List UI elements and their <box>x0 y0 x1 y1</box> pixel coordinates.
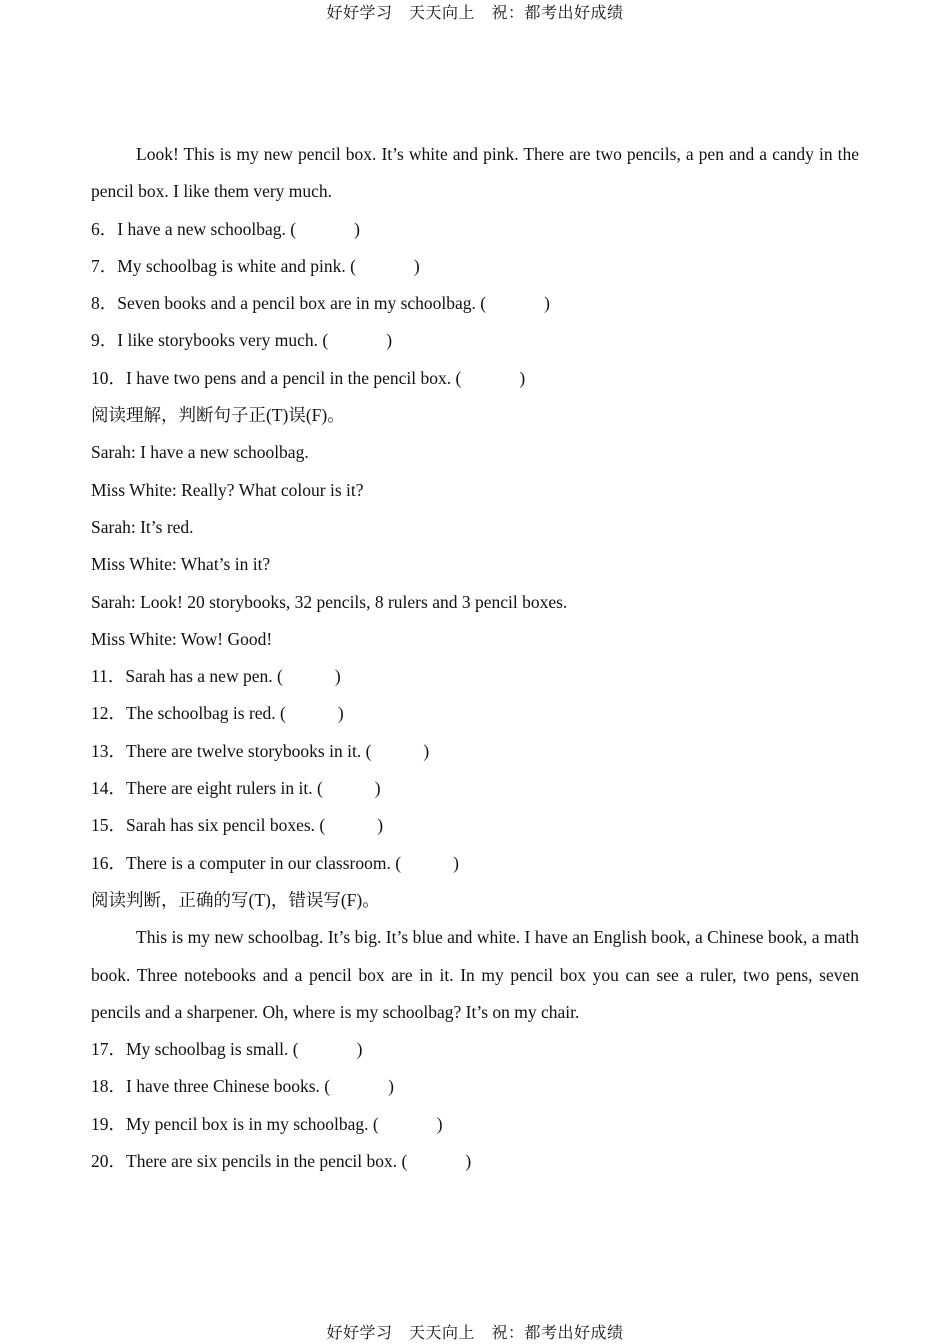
question-13 <box>91 733 859 770</box>
question-number: 18． <box>91 1076 126 1097</box>
question-close: ) <box>354 218 360 239</box>
question-number: 20． <box>91 1151 126 1172</box>
question-text: There are twelve storybooks in it. ( <box>126 740 372 761</box>
question-8 <box>91 285 859 322</box>
question-number: 14． <box>91 778 126 799</box>
question-text: There are eight rulers in it. ( <box>126 778 323 799</box>
question-close: ) <box>453 852 459 873</box>
question-12 <box>91 695 859 732</box>
question-close: ) <box>423 740 430 761</box>
question-close: ) <box>519 367 526 388</box>
question-text: I like storybooks very much. ( <box>117 330 329 351</box>
question-number: 15． <box>91 815 126 836</box>
question-text: There is a computer in our classroom. ( <box>126 852 402 873</box>
question-close: ) <box>386 330 393 351</box>
question-20 <box>91 1143 859 1180</box>
question-7 <box>91 248 859 285</box>
question-text: There are six pencils in the pencil box. ( <box>126 1151 408 1172</box>
question-text: My pencil box is in my schoolbag. ( <box>126 1113 379 1134</box>
dialogue-line: Miss White: Wow! Good! <box>91 628 273 649</box>
question-number: 19． <box>91 1113 126 1134</box>
section-instruction-2: 阅读理解，判断句子正(T)误(F)。 <box>91 405 345 426</box>
question-11 <box>91 658 859 695</box>
question-close: ) <box>465 1151 472 1172</box>
question-close: ) <box>436 1113 443 1134</box>
page-footer: 好好学习 天天向上 祝：都考出好成绩 <box>326 1323 624 1342</box>
dialogue-line: Miss White: Really? What colour is it? <box>91 479 364 500</box>
question-number: 7． <box>91 255 118 276</box>
question-text: The schoolbag is red. ( <box>126 703 286 724</box>
question-17 <box>91 1031 859 1068</box>
question-16 <box>91 845 859 882</box>
question-text: Seven books and a pencil box are in my schoolbag. ( <box>117 293 487 314</box>
question-text: Sarah has a new pen. ( <box>125 666 283 687</box>
section-instruction-3: 阅读判断，正确的写(T)，错误写(F)。 <box>91 889 380 910</box>
question-number: 13． <box>91 740 126 761</box>
question-number: 12． <box>91 703 126 724</box>
question-number: 16． <box>91 852 126 873</box>
question-number: 6． <box>91 218 118 239</box>
question-9 <box>91 322 859 359</box>
question-close: ) <box>413 255 420 276</box>
question-text: I have three Chinese books. ( <box>126 1076 331 1097</box>
dialogue-line: Sarah: It’s red. <box>91 516 194 537</box>
question-15 <box>91 807 859 844</box>
question-close: ) <box>356 1039 363 1060</box>
question-text: Sarah has six pencil boxes. ( <box>126 815 326 836</box>
dialogue-line: Sarah: I have a new schoolbag. <box>91 442 309 463</box>
question-number: 9． <box>91 330 118 351</box>
dialogue-line: Sarah: Look! 20 storybooks, 32 pencils, 8 rulers and 3 pencil boxes. <box>91 591 568 612</box>
question-close: ) <box>334 666 341 687</box>
question-close: ) <box>388 1076 394 1097</box>
worksheet-content <box>91 136 859 1180</box>
question-text: I have a new schoolbag. ( <box>117 218 297 239</box>
question-close: ) <box>377 815 384 836</box>
question-close: ) <box>337 703 344 724</box>
page-header: 好好学习 天天向上 祝：都考出好成绩 <box>326 3 624 22</box>
reading-passage-3: This is my new schoolbag. It’s big. It’s blue and white. I have an English book, a Chinese book, a math book. Three notebooks and a pencil box are in it. In my pencil box you can see a ruler, two pens, seven pencils and a sharpener. Oh, where is my schoolbag? It’s on my chair. <box>91 927 859 1022</box>
question-text: My schoolbag is white and pink. ( <box>117 255 356 276</box>
question-19 <box>91 1106 859 1143</box>
reading-passage-1: Look! This is my new pencil box. It’s white and pink. There are two pencils, a pen and a candy in the pencil box. I like them very much. <box>91 144 859 202</box>
question-close: ) <box>374 778 381 799</box>
question-text: My schoolbag is small. ( <box>126 1039 299 1060</box>
question-18 <box>91 1068 859 1105</box>
question-14 <box>91 770 859 807</box>
question-number: 17． <box>91 1039 126 1060</box>
question-number: 10． <box>91 367 126 388</box>
question-text: I have two pens and a pencil in the pencil box. ( <box>126 367 462 388</box>
question-number: 8． <box>91 293 118 314</box>
dialogue-line: Miss White: What’s in it? <box>91 554 271 575</box>
question-number: 11． <box>91 666 126 687</box>
question-close: ) <box>544 293 550 314</box>
question-6 <box>91 211 859 248</box>
question-10 <box>91 360 859 397</box>
